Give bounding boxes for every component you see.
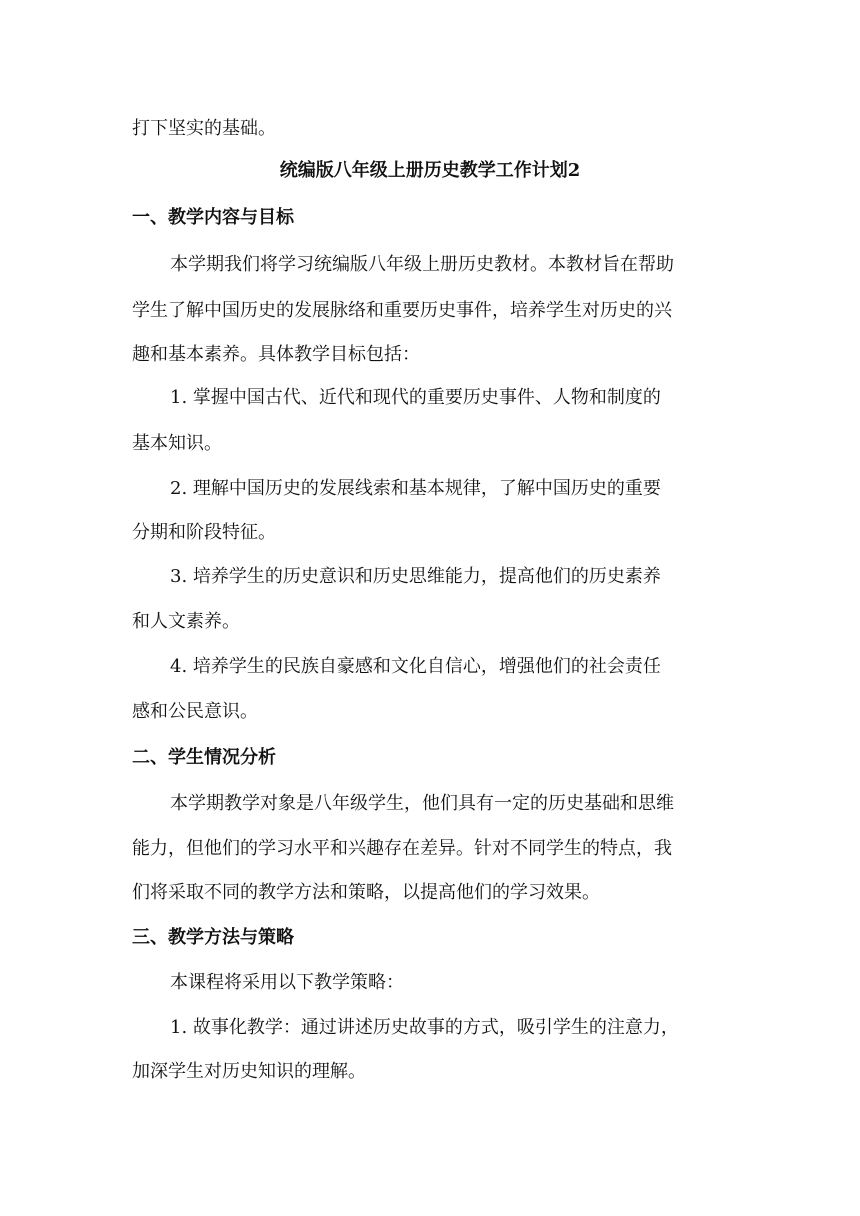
list-item-line: 加深学生对历史知识的理解。: [132, 1061, 366, 1082]
list-item-line: 基本知识。: [132, 433, 222, 454]
carryover-line: 打下坚实的基础。: [132, 118, 276, 139]
section-heading-3: 三、教学方法与策略: [132, 927, 294, 948]
list-item-line: 3. 培养学生的历史意识和历史思维能力，提高他们的历史素养: [170, 566, 661, 587]
list-item-line: 和人文素养。: [132, 611, 240, 632]
paragraph-line: 本学期我们将学习统编版八年级上册历史教材。本教材旨在帮助: [170, 254, 674, 275]
list-item-line: 4. 培养学生的民族自豪感和文化自信心，增强他们的社会责任: [170, 656, 661, 677]
section-heading-2: 二、学生情况分析: [132, 747, 276, 768]
paragraph-line: 能力，但他们的学习水平和兴趣存在差异。针对不同学生的特点，我: [132, 838, 672, 859]
paragraph-line: 们将采取不同的教学方法和策略，以提高他们的学习效果。: [132, 882, 600, 903]
list-item-line: 感和公民意识。: [132, 701, 258, 722]
paragraph-line: 本学期教学对象是八年级学生，他们具有一定的历史基础和思维: [170, 793, 674, 814]
document-title: 统编版八年级上册历史教学工作计划2: [279, 160, 581, 181]
list-item-line: 2. 理解中国历史的发展线索和基本规律，了解中国历史的重要: [170, 478, 661, 499]
list-item-line: 分期和阶段特征。: [132, 522, 276, 543]
list-item-line: 1. 掌握中国古代、近代和现代的重要历史事件、人物和制度的: [170, 387, 661, 408]
paragraph-line: 本课程将采用以下教学策略：: [170, 972, 404, 993]
paragraph-line: 趣和基本素养。具体教学目标包括：: [132, 344, 420, 365]
paragraph-line: 学生了解中国历史的发展脉络和重要历史事件，培养学生对历史的兴: [132, 300, 672, 321]
section-heading-1: 一、教学内容与目标: [132, 207, 294, 228]
list-item-line: 1. 故事化教学：通过讲述历史故事的方式，吸引学生的注意力，: [170, 1017, 679, 1038]
